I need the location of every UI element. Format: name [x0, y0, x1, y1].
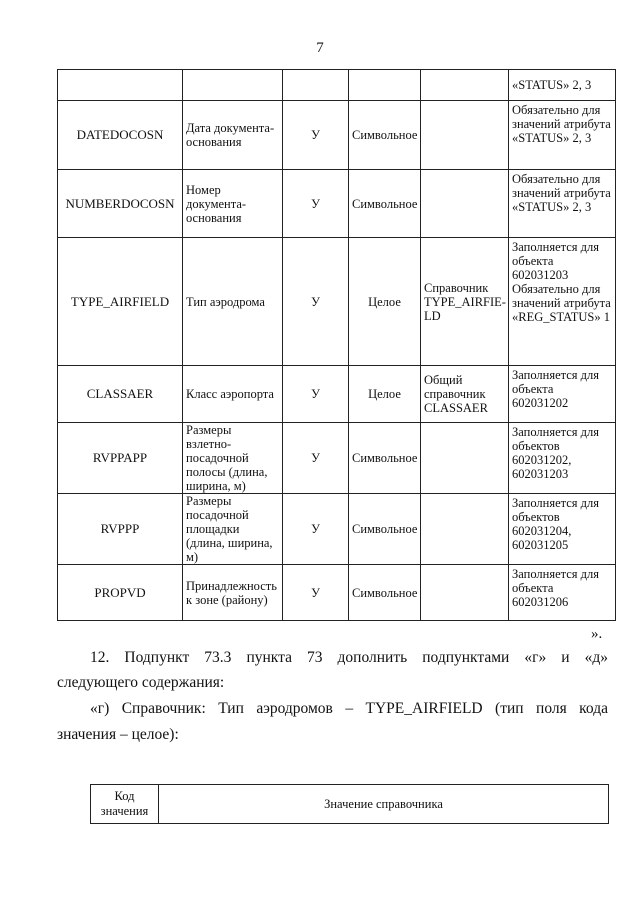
reference-cell [421, 70, 509, 101]
field-name-cell: RVPPP [58, 494, 183, 565]
description-cell: Размеры взлетно-посадочной полосы (длина, ширина, м) [183, 423, 283, 494]
reference-cell [421, 494, 509, 565]
closing-quote: ». [591, 626, 603, 642]
table-row [58, 366, 616, 423]
page-number: 7 [316, 40, 324, 56]
paragraph-12-line2: следующего содержания: [57, 674, 225, 691]
type-cell: Символьное [349, 170, 421, 238]
note-cell: Заполняется для объекта 602031203 Обязательно для значений атрибута «REG_STATUS» 1 [509, 238, 616, 366]
field-name-cell: TYPE_AIRFIELD [58, 238, 183, 366]
field-name-cell: CLASSAER [58, 366, 183, 423]
description-cell: Размеры посадочной площадки (длина, ширина, м) [183, 494, 283, 565]
type-cell: Символьное [349, 494, 421, 565]
note-cell: Обязательно для значений атрибута «STATUS» 2, 3 [509, 170, 616, 238]
type-cell: Символьное [349, 423, 421, 494]
reference-cell [421, 170, 509, 238]
table-row [58, 494, 616, 565]
reference-cell: Общий справочник CLASSAER [421, 366, 509, 423]
note-cell: Обязательно для значений атрибута «STATUS» 2, 3 [509, 101, 616, 170]
reference-table-header [90, 784, 609, 824]
table-row [58, 101, 616, 170]
table-row [58, 238, 616, 366]
paragraph-12-line1: 12. Подпункт 73.3 пункта 73 дополнить подпунктами «г» и «д» [90, 649, 608, 666]
description-cell: Номер документа-основания [183, 170, 283, 238]
type-cell: Целое [349, 238, 421, 366]
type-cell: Целое [349, 366, 421, 423]
description-cell [183, 70, 283, 101]
required-cell: У [283, 494, 349, 565]
field-name-cell: RVPPAPP [58, 423, 183, 494]
required-cell: У [283, 565, 349, 621]
field-name-cell [58, 70, 183, 101]
table-row [58, 170, 616, 238]
required-cell: У [283, 238, 349, 366]
note-cell: Заполняется для объектов 602031204, 602031205 [509, 494, 616, 565]
description-cell: Принадлежность к зоне (району) [183, 565, 283, 621]
table-row [58, 423, 616, 494]
reference-cell [421, 423, 509, 494]
field-name-cell: NUMBERDOCOSN [58, 170, 183, 238]
required-cell: У [283, 170, 349, 238]
reference-cell [421, 101, 509, 170]
note-cell: «STATUS» 2, 3 [509, 70, 616, 101]
description-cell: Дата документа-основания [183, 101, 283, 170]
type-cell: Символьное [349, 101, 421, 170]
paragraph-g-line1: «г) Справочник: Тип аэродромов – TYPE_AIRFIELD (тип поля кода [90, 700, 608, 717]
required-cell: У [283, 101, 349, 170]
required-cell: У [283, 366, 349, 423]
field-name-cell: DATEDOCOSN [58, 101, 183, 170]
attributes-table [57, 69, 616, 621]
note-cell: Заполняется для объекта 602031206 [509, 565, 616, 621]
field-name-cell: PROPVD [58, 565, 183, 621]
reference-cell: Справочник TYPE_AIRFIE-LD [421, 238, 509, 366]
table-row [58, 70, 616, 101]
type-cell: Символьное [349, 565, 421, 621]
value-header: Значение справочника [159, 785, 609, 824]
required-cell: У [283, 423, 349, 494]
required-cell [283, 70, 349, 101]
description-cell: Класс аэропорта [183, 366, 283, 423]
description-cell: Тип аэродрома [183, 238, 283, 366]
note-cell: Заполняется для объектов 602031202, 602031203 [509, 423, 616, 494]
note-cell: Заполняется для объекта 602031202 [509, 366, 616, 423]
paragraph-g-line2: значения – целое): [57, 726, 179, 743]
type-cell [349, 70, 421, 101]
table-row [58, 565, 616, 621]
code-header: Код значения [91, 785, 159, 824]
reference-cell [421, 565, 509, 621]
